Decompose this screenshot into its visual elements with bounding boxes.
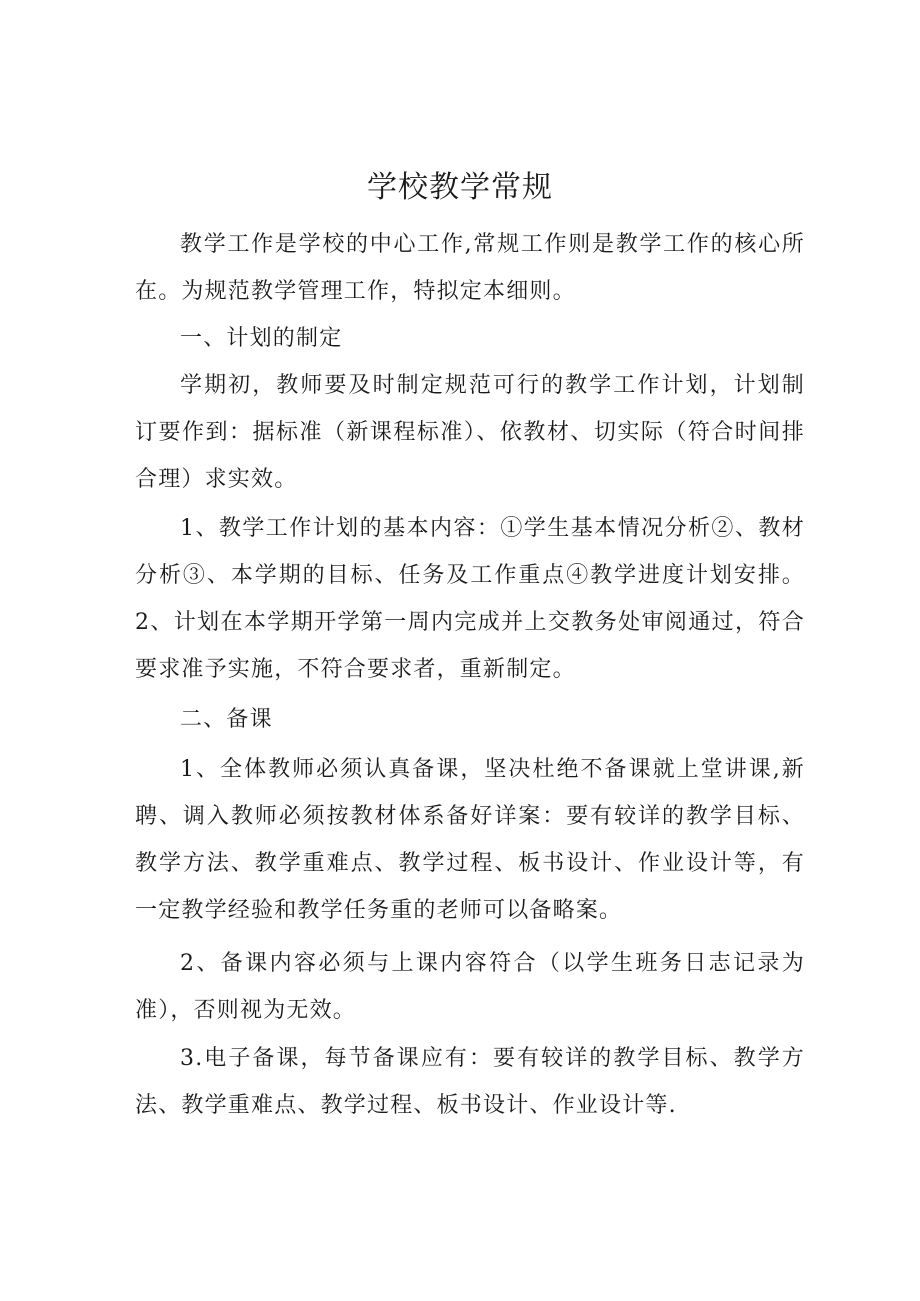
paragraph-plan: 学期初，教师要及时制定规范可行的教学工作计划，计划制订要作到：据标准（新课程标准）、依教材、切实际（符合时间排合理）求实效。 bbox=[135, 373, 805, 492]
paragraph-plan-content: 1、教学工作计划的基本内容：①学生基本情况分析②、教材分析③、本学期的目标、任务及工作重点④教学进度计划安排。2、计划在本学期开学第一周内完成并上交教务处审阅通过，符合要求准予实施，不符合要求者，重新制定。 bbox=[135, 516, 805, 682]
paragraph-prep-2: 2、备课内容必须与上课内容符合（以学生班务日志记录为准），否则视为无效。 bbox=[135, 951, 805, 1023]
document-title: 学校教学常规 bbox=[367, 170, 553, 205]
section-heading-plan: 一、计划的制定 bbox=[180, 326, 343, 351]
paragraph-intro: 教学工作是学校的中心工作,常规工作则是教学工作的核心所在。为规范教学管理工作，特拟定本细则。 bbox=[135, 232, 805, 304]
section-heading-prep: 二、备课 bbox=[180, 707, 273, 732]
paragraph-prep-3: 3.电子备课，每节备课应有：要有较详的教学目标、教学方法、教学重难点、教学过程、板书设计、作业设计等. bbox=[135, 1046, 805, 1118]
paragraph-prep-1: 1、全体教师必须认真备课，坚决杜绝不备课就上堂讲课,新聘、调入教师必须按教材体系备好详案：要有较详的教学目标、教学方法、教学重难点、教学过程、板书设计、作业设计等，有一定教学经验和教学任务重的老师可以备略案。 bbox=[135, 757, 805, 923]
